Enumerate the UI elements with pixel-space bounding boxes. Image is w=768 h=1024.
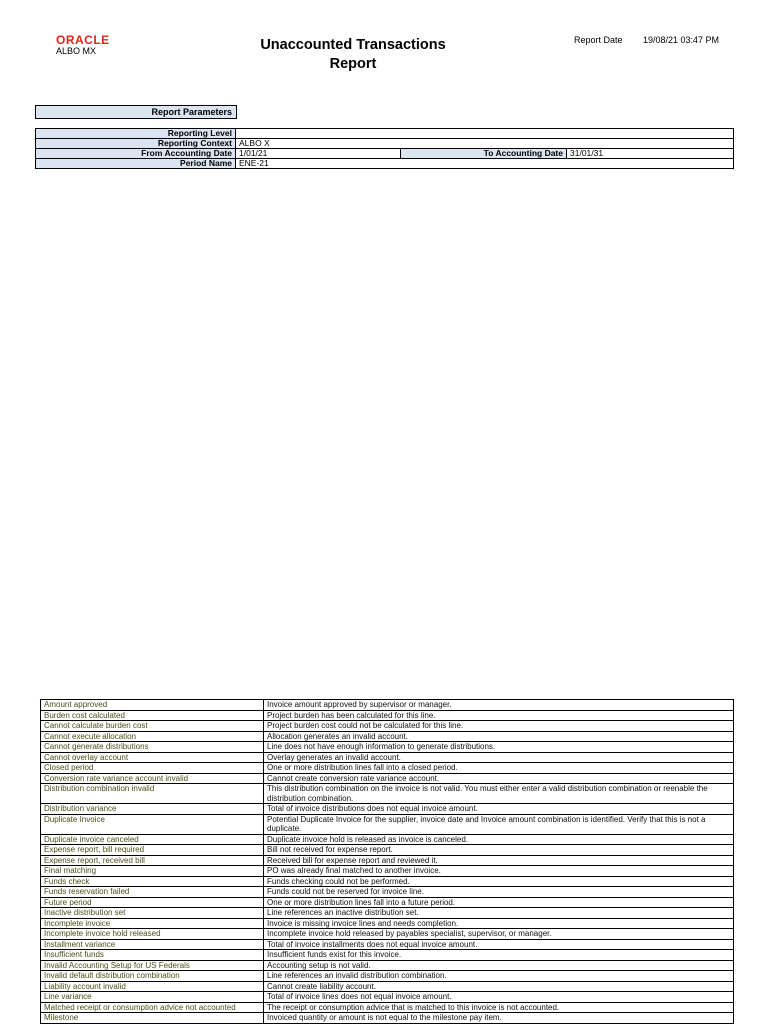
param-row-period-name [36,159,734,169]
hold-reason-description: Total of invoice lines does not equal invoice amount. [264,992,734,1003]
from-accounting-date-value: 1/01/21 [236,149,401,159]
from-accounting-date-label: From Accounting Date [36,149,236,159]
period-name-value: ENE-21 [236,159,734,169]
hold-reason-description: Project burden cost could not be calculated for this line. [264,721,734,732]
legend-row [41,742,734,753]
hold-reason-code: Amount approved [41,700,264,711]
hold-reason-code: Cannot overlay account [41,752,264,763]
parameters-table [35,128,734,169]
legend-row [41,1002,734,1013]
to-accounting-date-label: To Accounting Date [401,149,567,159]
period-name-label: Period Name [36,159,236,169]
hold-reason-description: Total of invoice installments does not equal invoice amount. [264,939,734,950]
report-title-line2: Report [329,56,377,72]
legend-row [41,908,734,919]
hold-reason-code: Inactive distribution set [41,908,264,919]
hold-reason-description: Potential Duplicate Invoice for the supplier, invoice date and Invoice amount combination is identified. Verify that this is not a duplicate. [264,814,734,834]
hold-reason-description: Project burden has been calculated for this line. [264,710,734,721]
hold-reason-code: Distribution variance [41,804,264,815]
company-name: ALBO MX [56,46,97,56]
hold-reason-description: Line does not have enough information to generate distributions. [264,742,734,753]
hold-reason-code: Liability account invalid [41,981,264,992]
hold-reason-code: Matched receipt or consumption advice not accounted [41,1002,264,1013]
legend-row [41,918,734,929]
report-date-value: 19/08/21 03:47 PM [643,35,720,45]
param-row-reporting-level [36,129,734,139]
to-accounting-date-value: 31/01/31 [567,149,734,159]
hold-reason-description: Invoice is missing invoice lines and needs completion. [264,918,734,929]
legend-row [41,700,734,711]
hold-reason-code: Invalid Accounting Setup for US Federals [41,960,264,971]
hold-reason-code: Cannot calculate burden cost [41,721,264,732]
hold-reason-code: Funds check [41,876,264,887]
legend-row [41,1013,734,1024]
hold-reason-code: Funds reservation failed [41,887,264,898]
hold-reason-description: Duplicate invoice hold is released as invoice is canceled. [264,834,734,845]
report-parameters-title: Report Parameters [151,107,232,117]
legend-row [41,939,734,950]
hold-reason-code: Conversion rate variance account invalid [41,773,264,784]
legend-row [41,710,734,721]
legend-row [41,763,734,774]
legend-row [41,855,734,866]
reporting-level-value [236,129,734,139]
hold-reason-code: Incomplete invoice [41,918,264,929]
hold-reason-description: Insufficient funds exist for this invoice. [264,950,734,961]
hold-reason-description: PO was already final matched to another invoice. [264,866,734,877]
hold-reason-description: Cannot create conversion rate variance account. [264,773,734,784]
legend-row [41,992,734,1003]
oracle-logo [56,35,110,56]
hold-reason-description: Line references an invalid distribution combination. [264,971,734,982]
report-date-label: Report Date [574,35,623,45]
legend-row [41,804,734,815]
hold-reason-description: Total of invoice distributions does not equal invoice amount. [264,804,734,815]
hold-reason-code: Duplicate invoice canceled [41,834,264,845]
report-title-line1: Unaccounted Transactions [260,37,446,53]
hold-reason-description: Funds checking could not be performed. [264,876,734,887]
reporting-level-label: Reporting Level [36,129,236,139]
hold-reason-description: Invoiced quantity or amount is not equal to the milestone pay item. [264,1013,734,1024]
hold-reason-code: Expense report, received bill [41,855,264,866]
hold-reason-code: Incomplete invoice hold released [41,929,264,940]
hold-reason-description: This distribution combination on the invoice is not valid. You must either enter a valid distribution combination or reenable the distribution combination. [264,784,734,804]
legend-row [41,981,734,992]
legend-row [41,721,734,732]
report-parameters-header [35,105,237,119]
oracle-logo-mark: ORACLE [56,33,110,47]
param-row-reporting-context [36,139,734,149]
hold-reason-code: Future period [41,897,264,908]
legend-row [41,971,734,982]
hold-reasons-table [40,699,734,1024]
hold-reason-description: One or more distribution lines fall into a closed period. [264,763,734,774]
hold-reason-description: One or more distribution lines fall into a future period. [264,897,734,908]
hold-reason-code: Cannot execute allocation [41,731,264,742]
param-row-accounting-dates [36,149,734,159]
legend-row [41,731,734,742]
legend-row [41,887,734,898]
hold-reason-code: Installment variance [41,939,264,950]
reporting-context-value: ALBO X [236,139,734,149]
legend-row [41,866,734,877]
hold-reason-description: Bill not received for expense report. [264,845,734,856]
hold-reason-description: Cannot create liability account. [264,981,734,992]
legend-row [41,929,734,940]
hold-reason-description: Allocation generates an invalid account. [264,731,734,742]
hold-reason-code: Closed period [41,763,264,774]
hold-reason-description: Overlay generates an invalid account. [264,752,734,763]
hold-reason-description: Accounting setup is not valid. [264,960,734,971]
report-title [250,36,456,74]
hold-reason-description: Received bill for expense report and reviewed it. [264,855,734,866]
legend-row [41,960,734,971]
legend-row [41,950,734,961]
hold-reason-code: Cannot generate distributions [41,742,264,753]
legend-row [41,897,734,908]
hold-reason-description: Incomplete invoice hold released by payables specialist, supervisor, or manager. [264,929,734,940]
hold-reason-description: Line references an inactive distribution set. [264,908,734,919]
reporting-context-label: Reporting Context [36,139,236,149]
legend-row [41,784,734,804]
hold-reason-description: The receipt or consumption advice that is matched to this invoice is not accounted. [264,1002,734,1013]
hold-reason-description: Invoice amount approved by supervisor or manager. [264,700,734,711]
hold-reason-code: Milestone [41,1013,264,1024]
legend-row [41,752,734,763]
legend-row [41,834,734,845]
legend-row [41,876,734,887]
hold-reason-code: Expense report, bill required [41,845,264,856]
hold-reason-description: Funds could not be reserved for invoice line. [264,887,734,898]
hold-reason-code: Insufficient funds [41,950,264,961]
hold-reason-code: Line variance [41,992,264,1003]
hold-reason-code: Final matching [41,866,264,877]
legend-row [41,773,734,784]
hold-reason-code: Distribution combination invalid [41,784,264,804]
hold-reason-code: Invalid default distribution combination [41,971,264,982]
legend-row [41,814,734,834]
hold-reason-code: Duplicate Invoice [41,814,264,834]
hold-reason-code: Burden cost calculated [41,710,264,721]
legend-row [41,845,734,856]
